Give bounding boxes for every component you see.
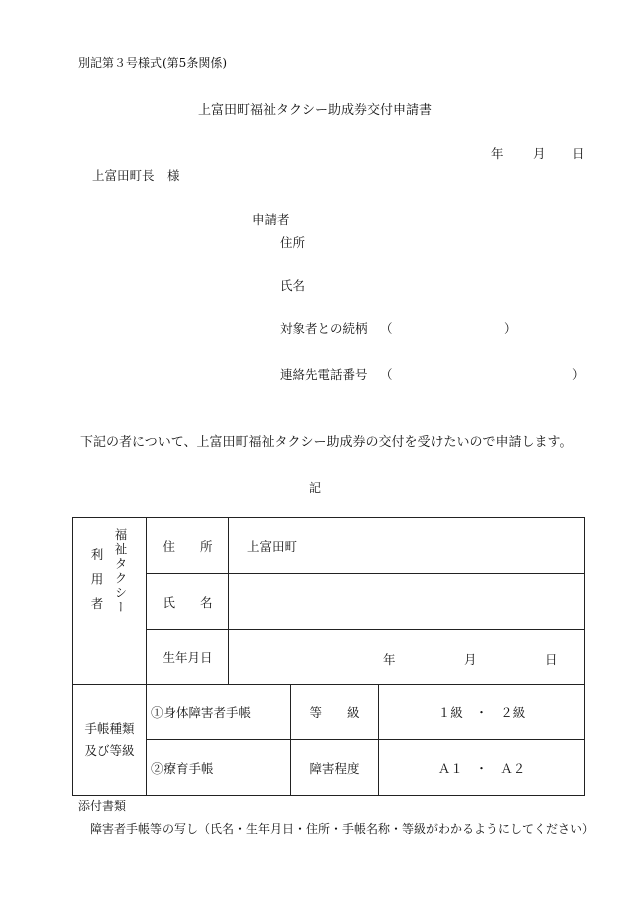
name-label: 氏 名 — [162, 594, 213, 610]
rehab-handbook-label: ②療育手帳 — [151, 760, 214, 776]
document-title: 上富田町福祉タクシー助成券交付申請書 — [197, 103, 432, 118]
application-statement: 下記の者について、上富田町福祉タクシー助成券の交付を受けたいので申請します。 — [80, 435, 573, 450]
phone-paren-close: ） — [572, 367, 585, 382]
table-row — [73, 518, 585, 574]
degree-label: 障害程度 — [309, 760, 360, 776]
phone-row — [280, 365, 590, 383]
date-day: 日 — [572, 146, 585, 161]
date-month: 月 — [533, 146, 546, 161]
degree-options: Ａ１ ・ Ａ２ — [437, 760, 526, 776]
applicant-heading: 申請者 — [252, 212, 290, 227]
relation-label: 対象者との続柄 — [280, 321, 368, 336]
degree-label-cell — [291, 740, 379, 796]
address-label-cell — [147, 518, 229, 574]
birth-label-cell — [147, 630, 229, 685]
physical-handbook-cell — [147, 685, 291, 740]
applicant-name-label: 氏名 — [280, 278, 306, 293]
grade-options: １級 ・ ２級 — [437, 705, 526, 720]
grade-label-cell — [291, 685, 379, 740]
addressee: 上富田町長 様 — [92, 168, 180, 183]
handbook-label-line1: 手帳種類 — [84, 721, 135, 736]
rehab-handbook-cell — [147, 740, 291, 796]
grade-options-cell[interactable] — [379, 685, 585, 740]
user-group-label — [73, 518, 147, 685]
handbook-type-label — [73, 685, 147, 796]
table-row — [73, 574, 585, 630]
application-table — [72, 517, 585, 796]
birth-month: 月 — [464, 652, 477, 667]
grade-label: 等 級 — [309, 705, 360, 720]
address-label: 住 所 — [162, 538, 213, 554]
birth-label: 生年月日 — [162, 650, 213, 665]
address-value-cell[interactable] — [229, 518, 585, 574]
user-label-inner: 福祉タクシー — [113, 528, 128, 615]
physical-handbook-label: ①身体障害者手帳 — [151, 705, 252, 720]
birth-day: 日 — [545, 652, 558, 667]
attachments-heading: 添付書類 — [78, 799, 127, 813]
name-label-cell — [147, 574, 229, 630]
birth-year: 年 — [383, 652, 396, 667]
table-row — [73, 630, 585, 685]
table-row — [73, 685, 585, 740]
relation-row — [280, 319, 580, 337]
handbook-label-line2: 及び等級 — [84, 743, 135, 758]
applicant-address-label: 住所 — [280, 235, 306, 250]
date-year: 年 — [491, 146, 504, 161]
ki-heading: 記 — [308, 481, 321, 495]
phone-label: 連絡先電話番号 — [280, 367, 368, 382]
attachments-note: 障害者手帳等の写し（氏名・生年月日・住所・手帳名称・等級がわかるようにしてください） — [90, 822, 595, 836]
relation-paren-close: ） — [504, 321, 517, 336]
phone-paren-open: （ — [380, 367, 393, 382]
user-label-outer: 利用者 — [89, 548, 104, 622]
degree-options-cell[interactable] — [379, 740, 585, 796]
form-reference: 別記第３号様式(第5条関係) — [78, 56, 227, 70]
relation-paren-open: （ — [380, 321, 393, 336]
address-value: 上富田町 — [247, 538, 298, 554]
name-value-cell[interactable] — [229, 574, 585, 630]
birth-value-cell[interactable] — [229, 630, 585, 685]
table-row — [73, 740, 585, 796]
